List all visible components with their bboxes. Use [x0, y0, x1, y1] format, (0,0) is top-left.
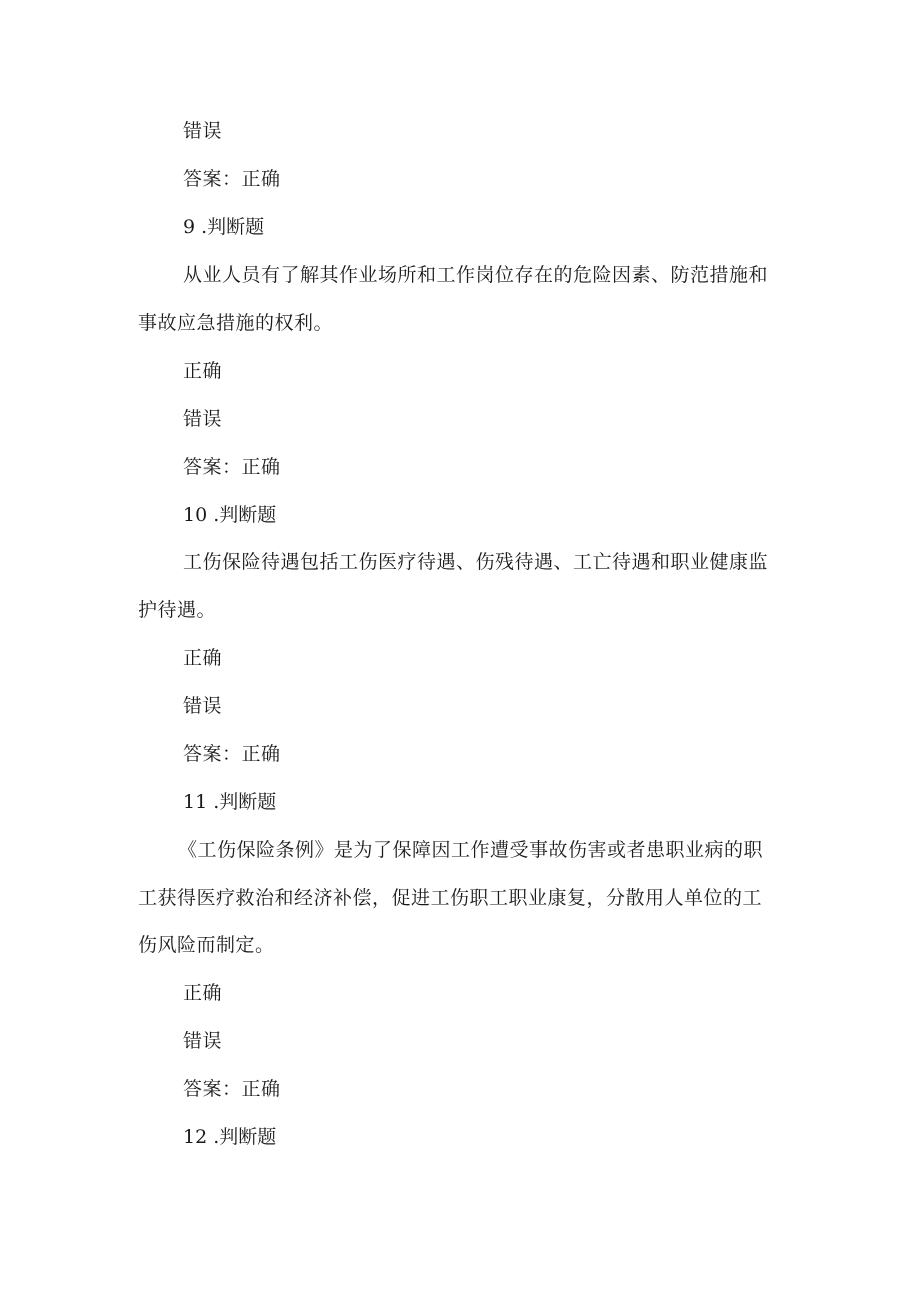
- option-wrong: 错误: [183, 120, 223, 142]
- option-wrong: 错误: [183, 1030, 223, 1052]
- question-number: 9 .判断题: [183, 216, 265, 238]
- question-text-line: 事故应急措施的权利。: [138, 312, 334, 334]
- answer-line: 答案：正确: [183, 1078, 281, 1100]
- question-number: 11 .判断题: [183, 791, 277, 813]
- question-text-line: 伤风险而制定。: [138, 934, 275, 956]
- question-number: 12 .判断题: [183, 1126, 277, 1148]
- answer-line: 答案：正确: [183, 743, 281, 765]
- question-text-line: 工伤保险待遇包括工伤医疗待遇、伤残待遇、工亡待遇和职业健康监: [183, 551, 769, 573]
- question-text-line: 工获得医疗救治和经济补偿，促进工伤职工职业康复，分散用人单位的工: [138, 887, 763, 909]
- question-text-line: 护待遇。: [138, 599, 217, 621]
- option-wrong: 错误: [183, 695, 223, 717]
- question-number: 10 .判断题: [183, 504, 277, 526]
- question-text-line: 《工伤保险条例》是为了保障因工作遭受事故伤害或者患职业病的职: [178, 839, 764, 861]
- option-correct: 正确: [183, 982, 223, 1004]
- question-text-line: 从业人员有了解其作业场所和工作岗位存在的危险因素、防范措施和: [183, 264, 769, 286]
- answer-line: 答案：正确: [183, 456, 281, 478]
- option-correct: 正确: [183, 360, 223, 382]
- option-wrong: 错误: [183, 408, 223, 430]
- option-correct: 正确: [183, 647, 223, 669]
- answer-line: 答案：正确: [183, 168, 281, 190]
